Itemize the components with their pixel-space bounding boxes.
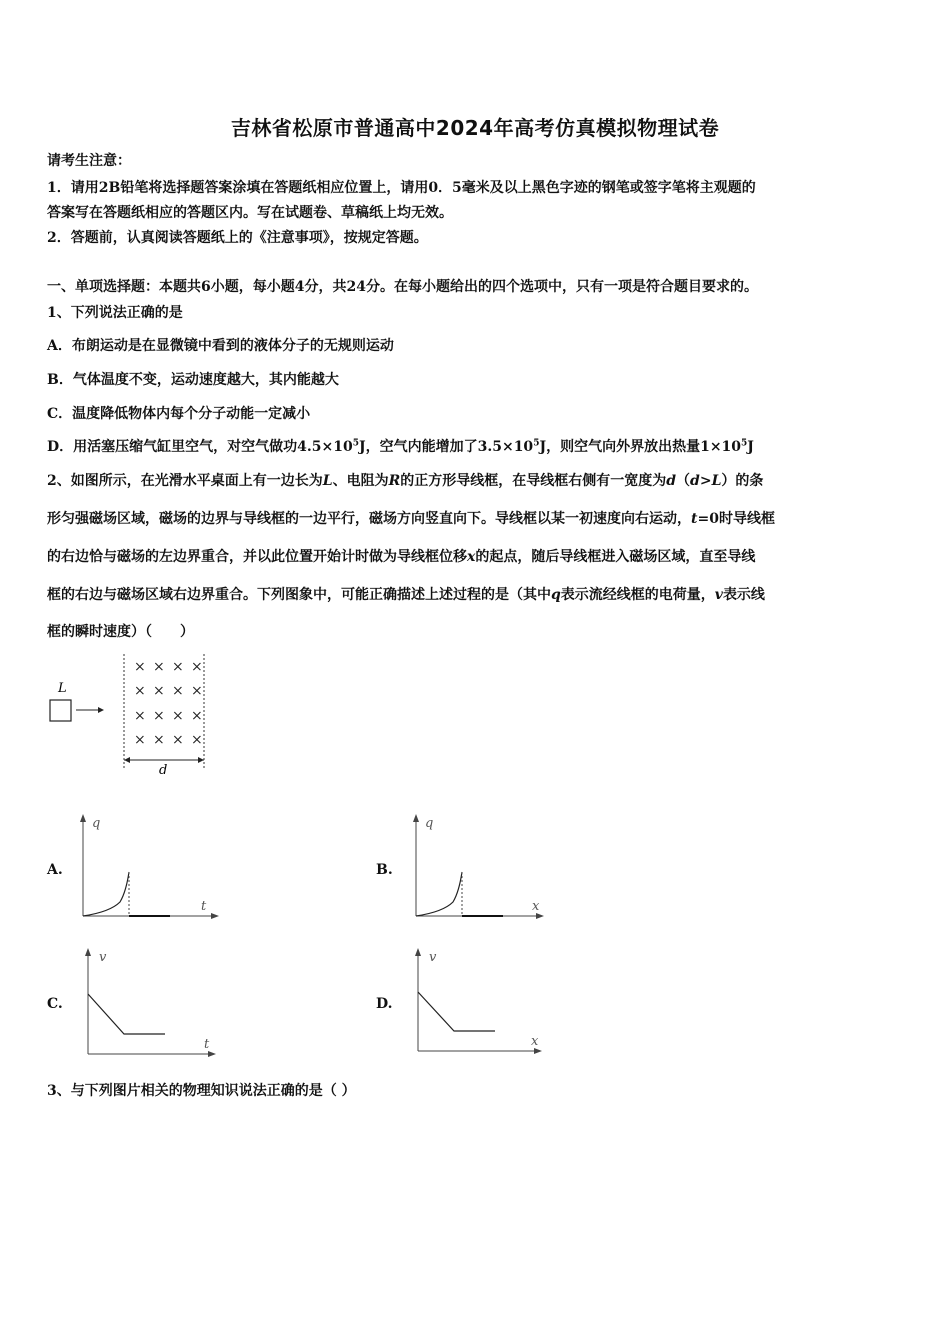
wire-loop xyxy=(50,700,71,721)
field-cross-icon: × xyxy=(172,708,184,724)
y-label: v xyxy=(99,950,107,965)
y-arrow-icon xyxy=(415,948,421,956)
dim-arrow-left-icon xyxy=(124,757,130,763)
dim-arrow-right-icon xyxy=(198,757,204,763)
q2-line-3: 的右边恰与磁场的左边界重合，并以此位置开始计时做为导线框位移x的起点，随后导线框进入磁场区域，直至导线 xyxy=(47,549,756,565)
field-cross-icon: × xyxy=(134,659,146,675)
x-label: x xyxy=(532,899,540,914)
section-heading: 一、单项选择题：本题共6小题，每小题4分，共24分。在每小题给出的四个选项中，只有一项是符合题目要求的。 xyxy=(47,279,758,295)
notice-line-3: 2．答题前，认真阅读答题纸上的《注意事项》，按规定答题。 xyxy=(47,230,428,246)
x-label: t xyxy=(201,899,207,914)
field-cross-icon: × xyxy=(134,683,146,699)
y-arrow-icon xyxy=(80,814,86,822)
y-label: q xyxy=(425,816,434,831)
q1-stem: 1、下列说法正确的是 xyxy=(47,305,183,321)
q2-option-d-graph xyxy=(405,944,565,1059)
field-cross-icon: × xyxy=(134,708,146,724)
notice-line-2: 答案写在答题纸相应的答题区内。写在试题卷、草稿纸上均无效。 xyxy=(47,205,453,221)
magnetic-field-figure xyxy=(40,650,220,780)
q1-option-c: C．温度降低物体内每个分子动能一定减小 xyxy=(47,406,311,422)
q2-option-b-letter: B. xyxy=(376,862,393,878)
q3-stem: 3、与下列图片相关的物理知识说法正确的是（ ） xyxy=(47,1083,356,1099)
velocity-line xyxy=(88,994,165,1034)
field-cross-icon: × xyxy=(191,659,203,675)
field-cross-icon: × xyxy=(153,708,165,724)
q2-line-4: 框的右边与磁场区域右边界重合。下列图象中，可能正确描述上述过程的是（其中q表示流经线框的电荷量，v表示线 xyxy=(47,587,765,603)
field-crosses xyxy=(134,659,203,748)
field-cross-icon: × xyxy=(134,732,146,748)
field-cross-icon: × xyxy=(153,659,165,675)
field-cross-icon: × xyxy=(191,683,203,699)
y-arrow-icon xyxy=(413,814,419,822)
field-cross-icon: × xyxy=(172,732,184,748)
q1-option-b: B．气体温度不变，运动速度越大，其内能越大 xyxy=(47,372,339,388)
q2-option-a-letter: A. xyxy=(47,862,63,878)
notice-line-1: 1．请用2B铅笔将选择题答案涂填在答题纸相应位置上，请用0．5毫米及以上黑色字迹的钢笔或签字笔将主观题的 xyxy=(47,180,756,196)
y-arrow-icon xyxy=(85,948,91,956)
q2-option-c-graph xyxy=(75,944,235,1059)
field-cross-icon: × xyxy=(191,732,203,748)
field-cross-icon: × xyxy=(153,732,165,748)
q2-option-c-letter: C. xyxy=(47,996,63,1012)
y-label: q xyxy=(92,816,101,831)
field-cross-icon: × xyxy=(191,708,203,724)
q2-option-d-letter: D. xyxy=(376,996,393,1012)
x-label: x xyxy=(531,1034,539,1049)
q2-line-2: 形匀强磁场区域，磁场的边界与导线框的一边平行，磁场方向竖直向下。导线框以某一初速度向右运动，t=0时导线框 xyxy=(47,511,775,527)
q2-line-1: 2、如图所示，在光滑水平桌面上有一边长为L、电阻为R的正方形导线框，在导线框右侧有一宽度为d（d>L）的条 xyxy=(47,473,764,489)
field-cross-icon: × xyxy=(172,659,184,675)
figure-l-label: L xyxy=(58,681,67,696)
field-cross-icon: × xyxy=(172,683,184,699)
q2-option-a-graph xyxy=(70,812,230,924)
field-cross-icon: × xyxy=(153,683,165,699)
curve-rise xyxy=(416,872,462,916)
curve-rise xyxy=(83,872,129,916)
q1-option-d: D．用活塞压缩气缸里空气，对空气做功$4.5\times 10^5J$，空气内能增加了$3.5\times 10^5J$，则空气向外界放出热量$1\times 10^5J$ xyxy=(47,438,754,455)
x-label: t xyxy=(204,1037,210,1052)
notice-heading: 请考生注意： xyxy=(47,153,131,169)
x-arrow-icon xyxy=(211,913,219,919)
page-title: 吉林省松原市普通高中2024年高考仿真模拟物理试卷 xyxy=(230,116,720,140)
arrow-head-icon xyxy=(98,707,104,713)
q1-option-a: A．布朗运动是在显微镜中看到的液体分子的无规则运动 xyxy=(47,338,394,354)
y-label: v xyxy=(429,950,437,965)
q2-option-b-graph xyxy=(403,812,563,924)
velocity-line xyxy=(418,992,495,1031)
figure-d-label: d xyxy=(159,763,168,778)
q2-line-5: 框的瞬时速度）（ ） xyxy=(47,624,194,640)
